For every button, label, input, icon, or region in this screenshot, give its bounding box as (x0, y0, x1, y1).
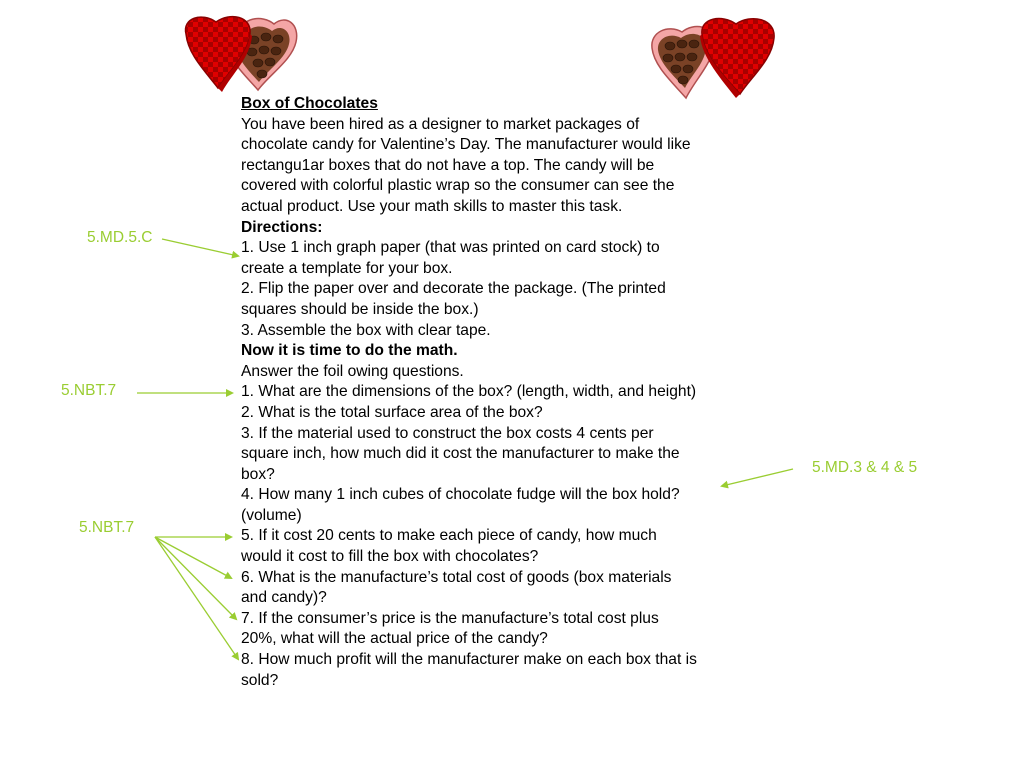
question-line: 2. What is the total surface area of the box? (241, 403, 543, 421)
intro-line: rectangu1ar boxes that do not have a top. The candy will be (241, 156, 655, 174)
directions-line: create a template for your box. (241, 259, 453, 277)
question-line: 4. How many 1 inch cubes of chocolate fudge will the box hold? (241, 486, 680, 504)
directions-line: 2. Flip the paper over and decorate the package. (The printed (241, 280, 666, 298)
arrow-nbt7-b-q8 (155, 537, 238, 659)
question-line: 5. If it cost 20 cents to make each piece of candy, how much (241, 527, 657, 545)
question-line: sold? (241, 671, 279, 689)
question-line: 6. What is the manufacture’s total cost of goods (box materials (241, 568, 672, 586)
question-line: (volume) (241, 506, 302, 524)
question-line: box? (241, 465, 275, 483)
arrow-nbt7-b-q6 (155, 537, 231, 578)
directions-line: squares should be inside the box.) (241, 300, 479, 318)
directions-line: 3. Assemble the box with clear tape. (241, 321, 491, 339)
question-line: and candy)? (241, 589, 327, 607)
worksheet-body (241, 94, 741, 691)
question-line: square inch, how much did it cost the manufacturer to make the (241, 445, 680, 463)
standard-label-nbt7-a: 5.NBT.7 (61, 382, 117, 399)
standard-label-md5c: 5.MD.5.C (87, 229, 153, 246)
heart-chocolate-box-icon (178, 12, 300, 94)
directions-list (241, 238, 741, 341)
question-line: 3. If the material used to construct the box costs 4 cents per (241, 424, 654, 442)
intro-paragraph (241, 115, 741, 218)
directions-heading: Directions: (241, 218, 323, 236)
standard-label-nbt7-b: 5.NBT.7 (79, 519, 135, 536)
math-heading: Now it is time to do the math. (241, 342, 458, 360)
intro-line: chocolate candy for Valentine’s Day. The manufacturer would like (241, 136, 691, 154)
arrow-nbt7-b-q7 (155, 537, 236, 619)
question-line: 7. If the consumer’s price is the manufacture’s total cost plus (241, 609, 659, 627)
arrow-md5c (162, 239, 238, 256)
question-line: 20%, what will the actual price of the candy? (241, 630, 548, 648)
directions-line: 1. Use 1 inch graph paper (that was printed on card stock) to (241, 239, 660, 257)
intro-line: actual product. Use your math skills to master this task. (241, 197, 623, 215)
questions-list (241, 382, 741, 691)
worksheet-title: Box of Chocolates (241, 95, 378, 112)
question-line: would it cost to fill the box with chocolates? (241, 548, 539, 566)
heart-chocolate-box-icon (648, 14, 778, 100)
math-intro: Answer the foil owing questions. (241, 362, 464, 380)
question-line: 8. How much profit will the manufacturer make on each box that is (241, 651, 697, 669)
intro-line: You have been hired as a designer to market packages of (241, 115, 640, 133)
question-line: 1. What are the dimensions of the box? (length, width, and height) (241, 383, 697, 401)
intro-line: covered with colorful plastic wrap so the consumer can see the (241, 177, 675, 195)
standard-label-md345: 5.MD.3 & 4 & 5 (812, 459, 918, 476)
